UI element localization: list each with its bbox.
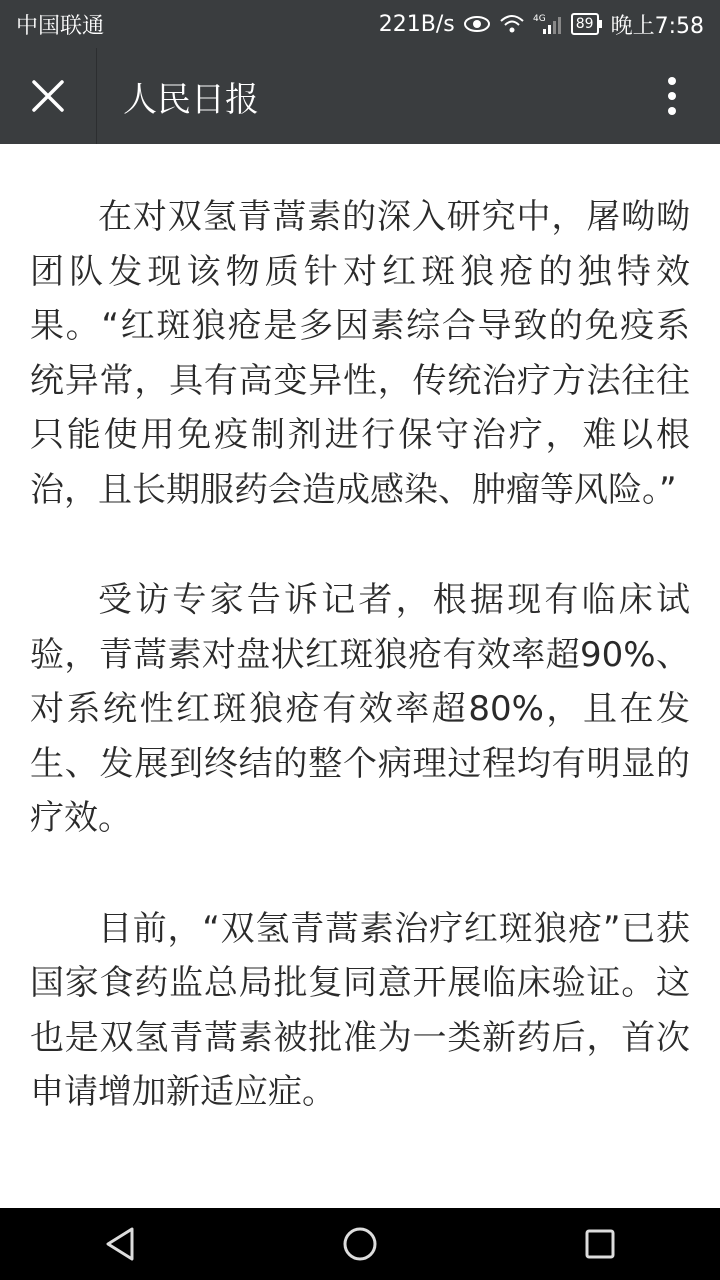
back-triangle-icon <box>104 1226 136 1262</box>
close-button[interactable] <box>0 48 97 144</box>
network-type: 4G <box>532 14 546 24</box>
home-circle-icon <box>342 1226 378 1262</box>
home-button[interactable] <box>300 1208 420 1280</box>
status-bar <box>0 0 720 48</box>
status-icons <box>379 9 704 40</box>
eye-icon <box>463 14 491 34</box>
wifi-icon <box>499 14 525 34</box>
battery-icon: 89 <box>571 13 599 35</box>
network-speed: 221B/s <box>378 11 455 37</box>
article-paragraph: 在对双氢青蒿素的深入研究中，屠呦呦团队发现该物质针对红斑狼疮的独特效果。“红斑狼疮是多因素综合导致的免疫系统异常，具有高变异性，传统治疗方法往往只能使用免疫制剂进行保守治疗，难以根治，且长期服药会造成感染、肿瘤等风险。” <box>30 197 690 510</box>
carrier-name: 中国联通 <box>16 13 105 39</box>
article-body <box>30 190 690 1176</box>
signal-icon <box>533 13 563 35</box>
title-bar <box>0 48 720 144</box>
recents-square-icon <box>584 1228 616 1260</box>
navigation-bar <box>0 1208 720 1280</box>
page-title: 人民日报 <box>123 79 259 120</box>
back-button[interactable] <box>60 1208 180 1280</box>
article-paragraph: 受访专家告诉记者，根据现有临床试验，青蒿素对盘状红斑狼疮有效率超90%、对系统性红斑狼疮有效率超80%，且在发生、发展到终结的整个病理过程均有明显的疗效。 <box>30 580 690 838</box>
more-vertical-icon <box>667 76 677 116</box>
recents-button[interactable] <box>540 1208 660 1280</box>
article-paragraph: 目前，“双氢青蒿素治疗红斑狼疮”已获国家食药监总局批复同意开展临床验证。这也是双氢青蒿素被批准为一类新药后，首次申请增加新适应症。 <box>30 908 690 1112</box>
close-icon <box>31 79 65 113</box>
clock: 晚上7:58 <box>610 13 704 39</box>
more-options-button[interactable] <box>624 48 720 144</box>
